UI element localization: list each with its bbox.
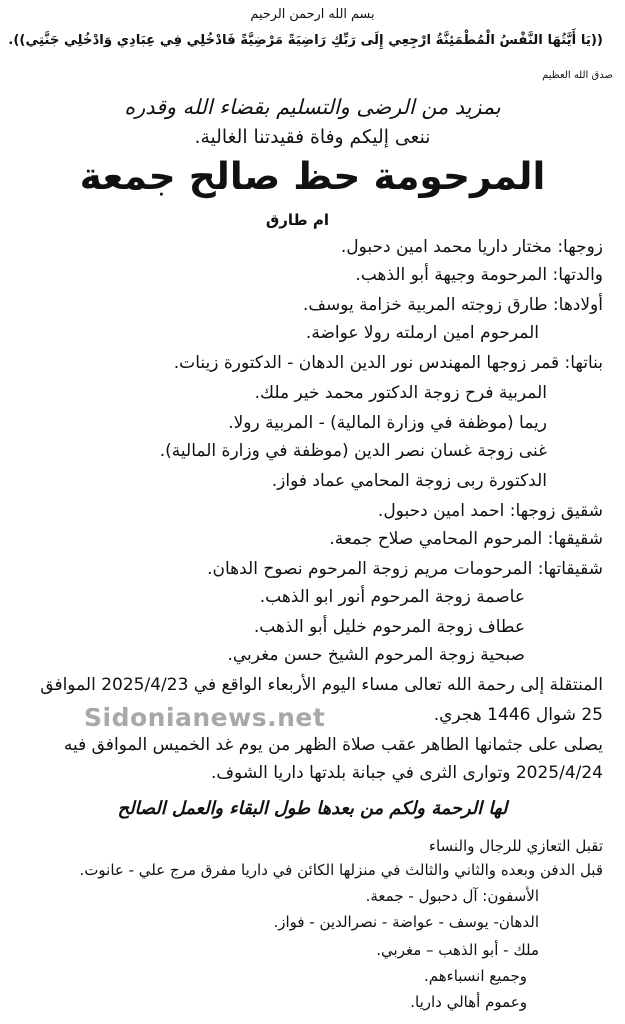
death-date-line: المنتقلة إلى رحمة الله تعالى مساء اليوم الأربعاء الواقع في 2025/4/23 الموافق [40, 675, 603, 695]
relative-line: المرحوم امين ارملته رولا عواضة. [305, 323, 539, 343]
quran-verse: ((يَا أَيَّتُهَا النَّفْسُ الْمُطْمَئِنَّةُ ارْجِعِي إِلَى رَبِّكِ رَاضِيَةً مَرْضِيَّةً فَادْخُلِي فِي عِبَادِي وَادْخُلِي جَنَّتِي)). [8, 33, 603, 48]
relative-line: بناتها: قمر زوجها المهندس نور الدين الدهان - الدكتورة زينات. [173, 353, 603, 373]
intro-line-1: بمزيد من الرضى والتسليم بقضاء الله وقدره [124, 95, 501, 119]
relative-line: أولادها: طارق زوجته المربية خزامة يوسف. [302, 295, 603, 315]
relative-line: عاصمة زوجة المرحوم أنور ابو الذهب. [259, 587, 525, 607]
relative-line: غنى زوجة غسان نصر الدين (موظفة في وزارة المالية). [159, 441, 547, 461]
closing-prayer: لها الرحمة ولكم من بعدها طول البقاء والعمل الصالح [117, 799, 508, 819]
condolence-line: وعموم أهالي داريا. [410, 993, 527, 1011]
relative-line: شقيقاتها: المرحومات مريم زوجة المرحوم نصوح الدهان. [207, 559, 603, 579]
relative-line: صبحية زوجة المرحوم الشيخ حسن مغربي. [227, 645, 525, 665]
site-watermark: Sidonianews.net [84, 703, 326, 732]
relative-line: زوجها: مختار داريا محمد امين دحبول. [340, 237, 603, 257]
deceased-kunya: ام طارق [265, 211, 329, 229]
condolence-line: وجميع انسباءهم. [423, 967, 527, 985]
relative-line: شقيقها: المرحوم المحامي صلاح جمعة. [329, 529, 603, 549]
burial-line: 2025/4/24 وتوارى الثرى في جبانة بلدتها داريا الشوف. [211, 763, 603, 783]
relative-line: شقيق زوجها: احمد امين دحبول. [377, 501, 603, 521]
condolence-line: ملك - أبو الذهب – مغربي. [376, 941, 539, 959]
funeral-prayer-line: يصلى على جثمانها الطاهر عقب صلاة الظهر من يوم غد الخميس الموافق فيه [63, 735, 603, 755]
hijri-date-line: 25 شوال 1446 هجري. [433, 705, 603, 725]
condolence-line: قبل الدفن وبعده والثاني والثالث في منزلها الكائن في داريا مفرق مرج علي - عانوت. [79, 861, 603, 879]
deceased-name: المرحومة حظ صالح جمعة [79, 154, 546, 198]
relative-line: والدتها: المرحومة وجيهة أبو الذهب. [355, 265, 603, 285]
intro-line-2: ننعى إليكم وفاة فقيدتنا الغالية. [194, 127, 431, 148]
condolence-line: الأسفون: آل دحبول - جمعة. [365, 887, 539, 905]
relative-line: ريما (موظفة في وزارة المالية) - المربية رولا. [228, 413, 547, 433]
condolence-line: تقبل التعازي للرجال والنساء [428, 837, 603, 855]
condolence-line: الدهان- يوسف - عواضة - نصرالدين - فواز. [273, 913, 539, 931]
relative-line: المربية فرح زوجة الدكتور محمد خير ملك. [254, 383, 547, 403]
relative-line: الدكتورة ربى زوجة المحامي عماد فواز. [271, 471, 547, 491]
relative-line: عطاف زوجة المرحوم خليل أبو الذهب. [253, 617, 525, 637]
sadaq-allah: صدق الله العظيم [542, 70, 613, 81]
basmala: بسم الله ارحمن الرحيم [250, 7, 375, 22]
